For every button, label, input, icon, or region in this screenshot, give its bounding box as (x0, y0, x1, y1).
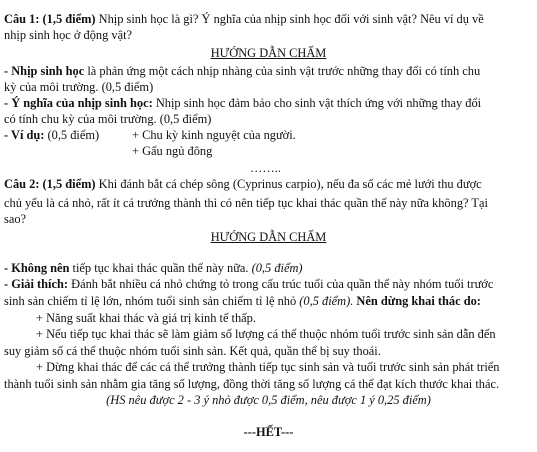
q2-text-2: chủ yếu là cá nhỏ, rất ít cá trưởng thành thì có nên tiếp tục khai thác quần thể này nữa không? Tại (4, 196, 488, 210)
q2-answer-2-line-2 (4, 293, 481, 309)
q1-a2-text-1: Nhịp sinh học đảm bảo cho sinh vật thích ứng với những thay đổi (152, 96, 482, 110)
q2-b2-text-2: sinh sản chiếm tỉ lệ lớn, nhóm tuổi sinh sản chiếm tỉ lệ nhỏ (4, 294, 300, 308)
q1-answer-2-line-1 (4, 95, 481, 111)
q2-scoring-note: (HS nêu được 2 - 3 ý nhỏ được 0,5 điểm, nêu được 1 ý 0,25 điểm) (106, 393, 431, 407)
q2-b2-points: (0,5 điểm). (299, 294, 354, 308)
q2-point-3-line-2: thành tuổi sinh sản nhằm gia tăng số lượng, đồng thời tăng số lượng cá thể đạt kích thước khai thác. (4, 377, 500, 391)
q1-a3-points: (0,5 điểm) (44, 128, 100, 142)
q2-b2-label: - Giải thích: (4, 277, 69, 291)
q2-b1-label: - Không nên (4, 261, 70, 275)
q2-b1-text: tiếp tục khai thác quần thể này nữa. (69, 261, 252, 275)
end-marker: ---HẾT--- (243, 425, 294, 439)
q1-line-1 (4, 11, 484, 27)
q1-a2-label: - Ý nghĩa của nhịp sinh học: (4, 96, 153, 110)
q2-line-1 (4, 176, 482, 192)
q2-answer-2-line-1 (4, 276, 493, 292)
q2-label: Câu 2: (1,5 điểm) (4, 177, 96, 191)
q1-a3-example-1: + Chu kỳ kinh nguyệt của người. (132, 128, 296, 142)
q1-a1-text-2: kỳ của môi trường. (0,5 điểm) (4, 80, 154, 94)
q2-answer-1 (4, 260, 303, 276)
q1-label: Câu 1: (1,5 điểm) (4, 12, 96, 26)
q2-text-3: sao? (4, 212, 27, 226)
q1-a3-label: - Ví dụ: (4, 128, 45, 142)
q1-ellipsis: …….. (250, 161, 281, 175)
q1-a1-label: - Nhịp sinh học (4, 64, 85, 78)
q1-a2-text-2: có tính chu kỳ của môi trường. (0,5 điểm) (4, 112, 212, 126)
q1-answer-3 (4, 127, 99, 143)
q1-text-2: nhịp sinh học ở động vật? (4, 28, 133, 42)
q2-point-2-line-2: suy giảm số cá thể thuộc nhóm tuổi sinh sản. Kết quả, quần thể bị suy thoái. (4, 344, 381, 358)
q2-point-2-line-1: + Nếu tiếp tục khai thác sẽ làm giảm số lượng cá thể thuộc nhóm tuổi trước sinh sản dẫn đến (36, 327, 496, 341)
q2-b2-bold: Nên dừng khai thác do: (353, 294, 481, 308)
q1-text-1: Nhịp sinh học là gì? Ý nghĩa của nhịp sinh học đối với sinh vật? Nêu ví dụ về (95, 12, 484, 26)
q1-answer-1-line-1 (4, 63, 480, 79)
q2-point-1: + Năng suất khai thác và giá trị kinh tế thấp. (36, 311, 256, 325)
q1-a3-example-2: + Gấu ngủ đông (132, 144, 213, 158)
q2-b1-points: (0,5 điểm) (251, 261, 303, 275)
q2-text-1: Khi đánh bắt cá chép sông (Cyprinus carpio), nếu đa số các mẻ lưới thu được (95, 177, 482, 191)
q1-guide-title: HƯỚNG DẪN CHẤM (210, 46, 327, 60)
q2-point-3-line-1: + Dừng khai thác để các cá thể trưởng thành tiếp tục sinh sản và tuổi trước sinh sản phát triển (36, 360, 500, 374)
q2-guide-title: HƯỚNG DẪN CHẤM (210, 230, 327, 244)
q2-b2-text-1: Đánh bắt nhiều cá nhỏ chứng tỏ trong cấu trúc tuổi của quần thể này nhóm tuổi trước (68, 277, 494, 291)
q1-a1-text-1: là phản ứng một cách nhịp nhàng của sinh vật trước những thay đổi có tính chu (84, 64, 481, 78)
